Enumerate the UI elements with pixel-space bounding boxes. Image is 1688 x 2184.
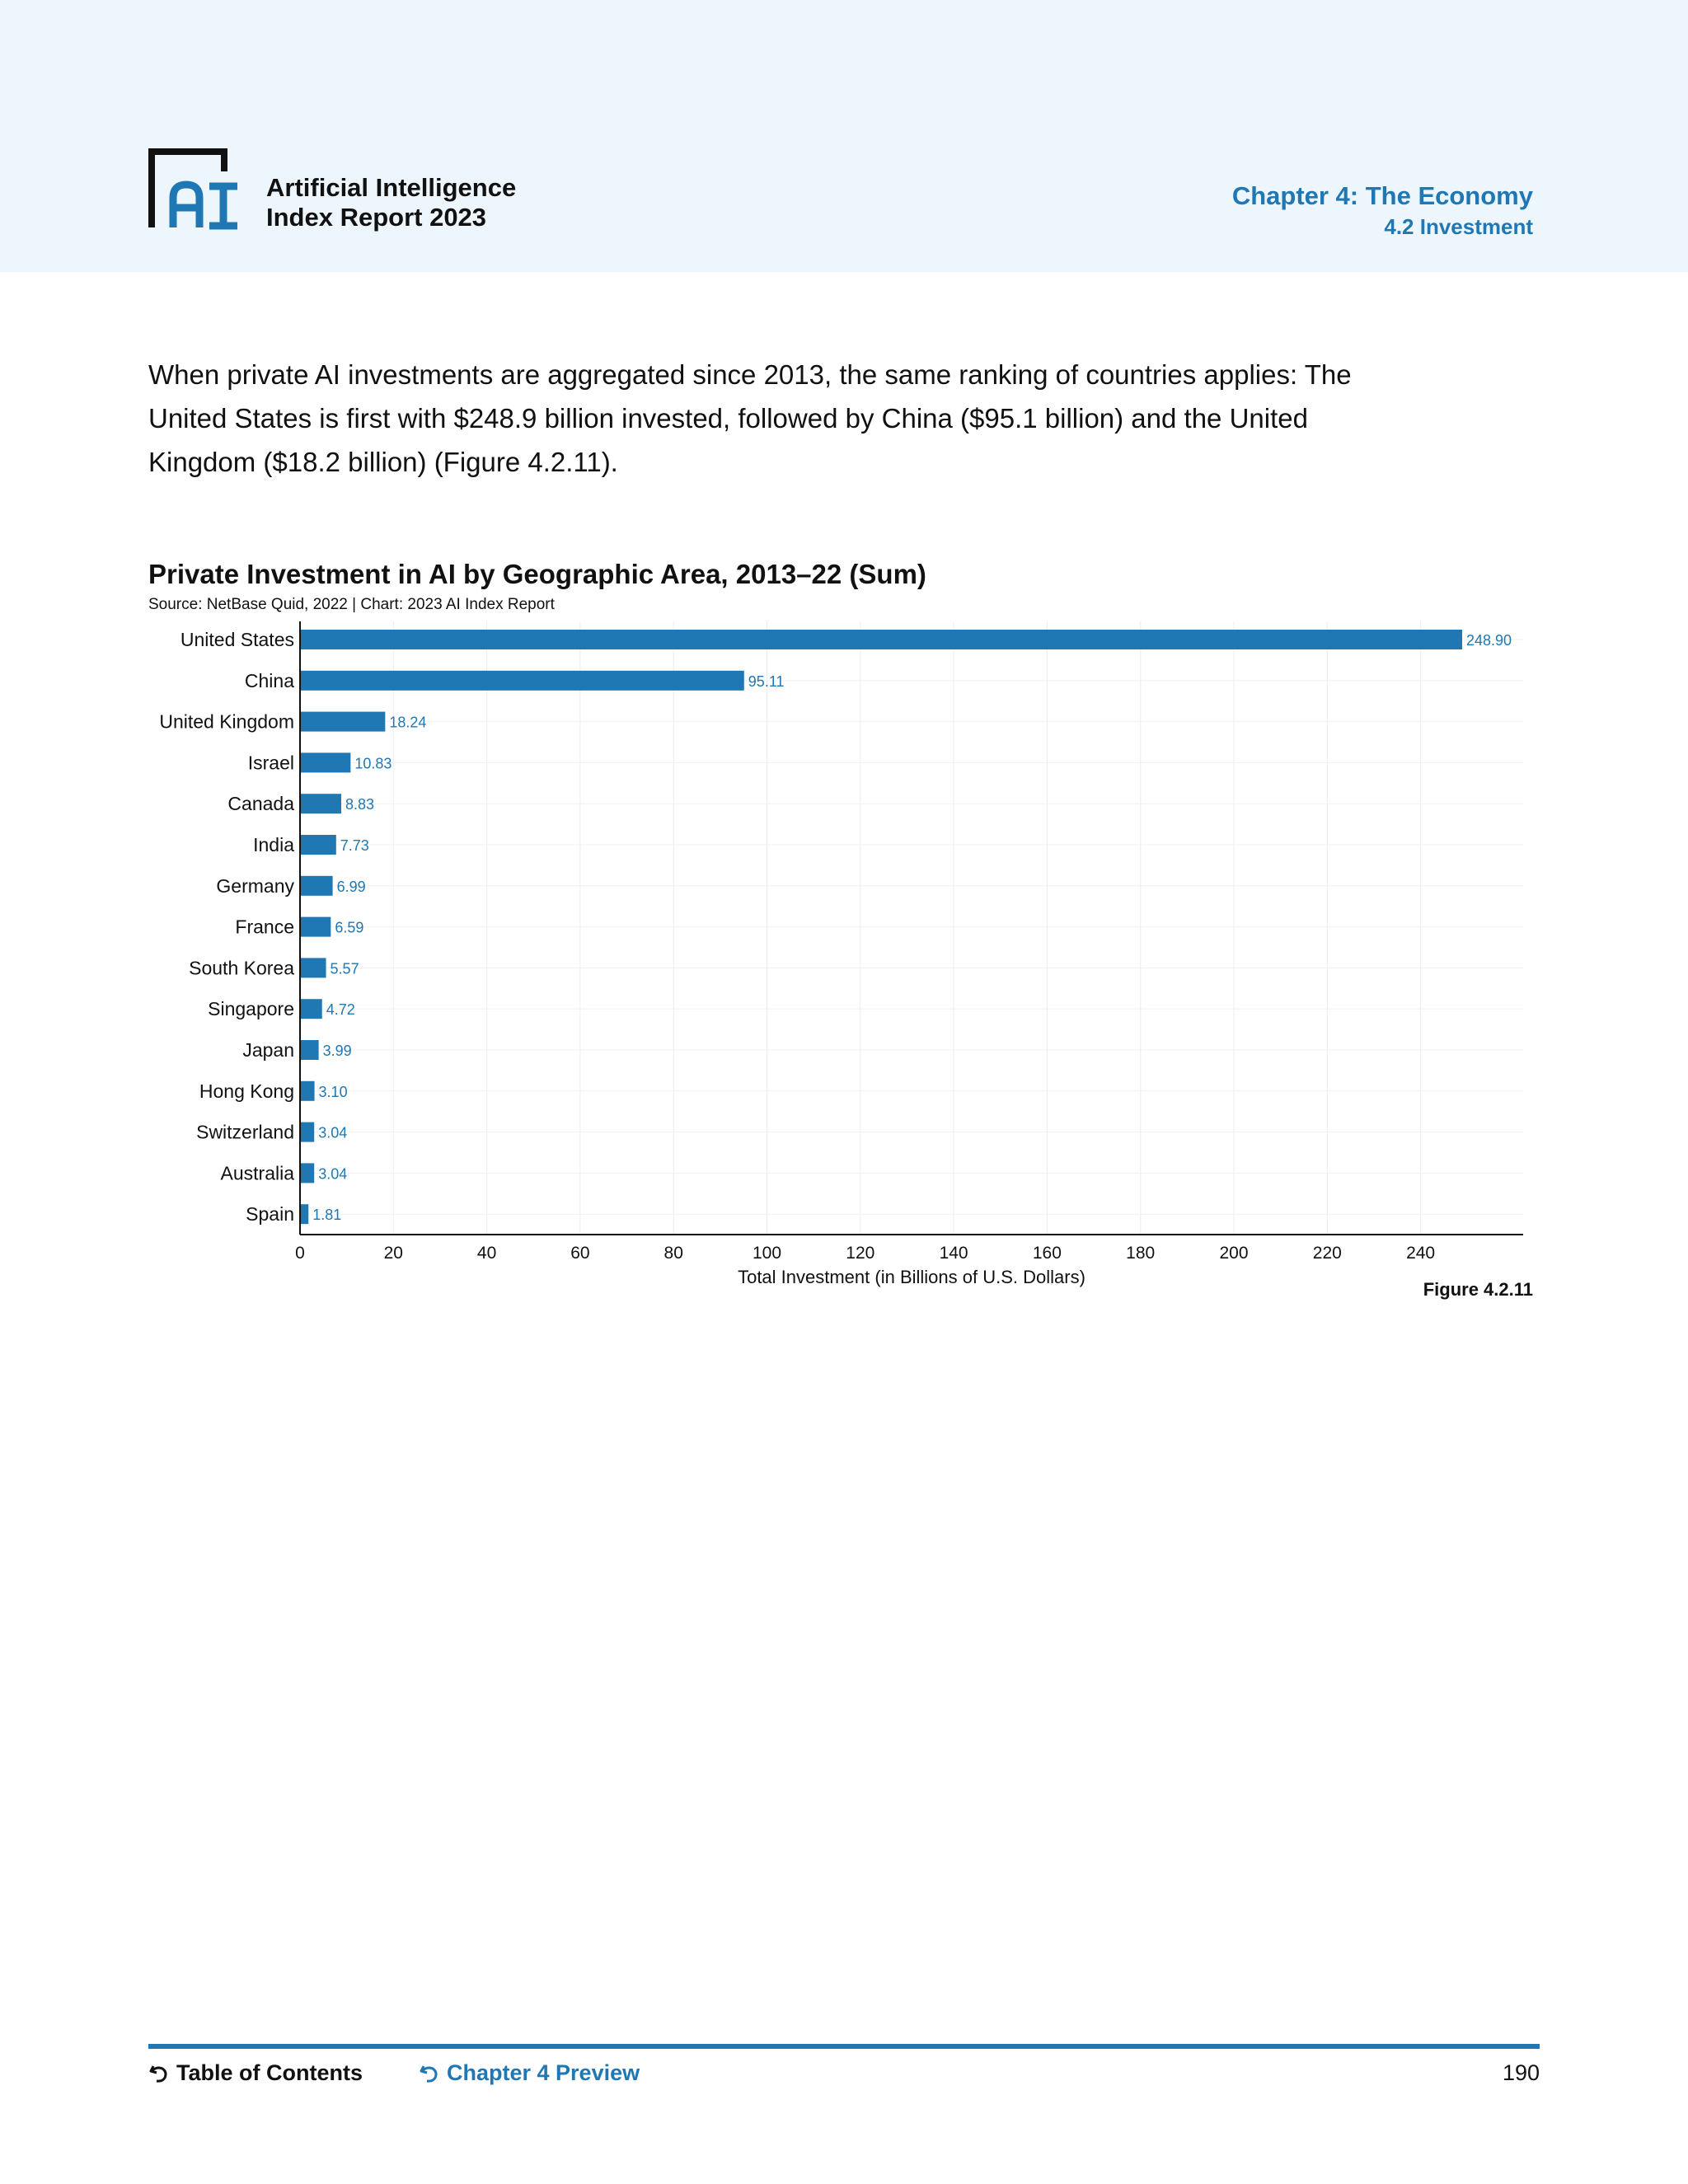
bar bbox=[300, 1163, 314, 1183]
data-label: 248.90 bbox=[1466, 632, 1512, 649]
body-paragraph: When private AI investments are aggregated since 2013, the same ranking of countries applies: The United States is first with $248.9 billion invested, followed by China ($95.1 billion) and the United Kingdom ($18.2 billion) (Figure 4.2.11). bbox=[148, 359, 1352, 477]
chapter-preview-label: Chapter 4 Preview bbox=[447, 2060, 640, 2085]
data-label: 3.99 bbox=[322, 1043, 352, 1059]
category-label: Switzerland bbox=[196, 1121, 294, 1143]
data-label: 6.99 bbox=[336, 878, 366, 895]
bar bbox=[300, 1122, 314, 1142]
report-name-line2: Index Report 2023 bbox=[266, 203, 487, 232]
bar bbox=[300, 712, 385, 732]
bar bbox=[300, 1204, 308, 1224]
x-tick-label: 100 bbox=[752, 1244, 782, 1263]
bar bbox=[300, 1081, 315, 1101]
category-label: Spain bbox=[246, 1203, 294, 1226]
report-name-line1: Artificial Intelligence bbox=[266, 173, 517, 202]
x-tick-label: 180 bbox=[1126, 1244, 1156, 1263]
chapter-heading bbox=[1232, 180, 1533, 241]
bar bbox=[300, 671, 744, 691]
chapter-preview-link[interactable] bbox=[419, 2060, 640, 2086]
bar bbox=[300, 794, 341, 813]
chart-source: Source: NetBase Quid, 2022 | Chart: 2023 AI Index Report bbox=[148, 596, 555, 613]
data-label: 6.59 bbox=[335, 919, 364, 936]
x-axis-title: Total Investment (in Billions of U.S. Dollars) bbox=[738, 1267, 1085, 1287]
data-label: 8.83 bbox=[345, 796, 375, 813]
category-label: France bbox=[235, 916, 294, 938]
footer-rule bbox=[148, 2044, 1540, 2049]
bar bbox=[300, 1040, 319, 1060]
bar bbox=[300, 835, 336, 855]
x-tick-label: 0 bbox=[295, 1244, 305, 1263]
category-label: United States bbox=[180, 629, 294, 650]
data-label: 3.04 bbox=[318, 1165, 348, 1183]
bar bbox=[300, 958, 326, 977]
bar bbox=[300, 630, 1462, 649]
category-label: Japan bbox=[242, 1039, 294, 1061]
data-label: 3.10 bbox=[318, 1083, 348, 1100]
data-label: 7.73 bbox=[340, 837, 369, 854]
x-tick-label: 160 bbox=[1032, 1244, 1062, 1263]
x-tick-label: 220 bbox=[1312, 1244, 1342, 1263]
category-label: India bbox=[253, 834, 294, 855]
category-label: China bbox=[244, 669, 294, 691]
chapter-title: Chapter 4: The Economy bbox=[1231, 181, 1533, 210]
bar bbox=[300, 752, 350, 772]
return-arrow-icon bbox=[148, 2063, 170, 2084]
x-tick-label: 20 bbox=[383, 1244, 403, 1263]
bar-chart bbox=[0, 610, 1688, 1302]
bar bbox=[300, 876, 333, 896]
category-label: Germany bbox=[216, 874, 294, 897]
x-tick-label: 200 bbox=[1219, 1244, 1249, 1263]
category-label: Israel bbox=[247, 752, 294, 774]
return-arrow-icon bbox=[419, 2063, 440, 2084]
x-tick-label: 60 bbox=[570, 1244, 590, 1263]
category-label: Australia bbox=[220, 1162, 294, 1184]
data-label: 1.81 bbox=[312, 1207, 342, 1224]
section-title: 4.2 Investment bbox=[1384, 214, 1533, 239]
data-label: 3.04 bbox=[318, 1124, 348, 1141]
table-of-contents-link[interactable] bbox=[148, 2060, 363, 2086]
x-tick-label: 80 bbox=[663, 1244, 683, 1263]
data-label: 5.57 bbox=[330, 960, 359, 977]
data-label: 95.11 bbox=[748, 673, 785, 690]
page-number: 190 bbox=[1502, 2060, 1540, 2085]
x-tick-label: 120 bbox=[846, 1244, 875, 1263]
data-label: 18.24 bbox=[389, 714, 427, 731]
category-label: Singapore bbox=[208, 998, 294, 1020]
bar bbox=[300, 917, 331, 937]
table-of-contents-label: Table of Contents bbox=[176, 2060, 363, 2085]
category-label: South Korea bbox=[189, 957, 294, 979]
data-label: 4.72 bbox=[326, 1001, 355, 1019]
chart-title: Private Investment in AI by Geographic Area, 2013–22 (Sum) bbox=[148, 559, 926, 589]
x-tick-label: 140 bbox=[939, 1244, 968, 1263]
bar bbox=[300, 999, 322, 1019]
report-name bbox=[266, 173, 516, 232]
x-tick-label: 40 bbox=[476, 1244, 497, 1263]
category-label: Hong Kong bbox=[199, 1080, 294, 1102]
category-label: United Kingdom bbox=[159, 710, 294, 733]
x-tick-label: 240 bbox=[1406, 1244, 1436, 1263]
data-label: 10.83 bbox=[354, 755, 392, 772]
category-label: Canada bbox=[227, 793, 294, 815]
ai-index-logo bbox=[148, 148, 241, 231]
figure-label: Figure 4.2.11 bbox=[1423, 1279, 1533, 1300]
